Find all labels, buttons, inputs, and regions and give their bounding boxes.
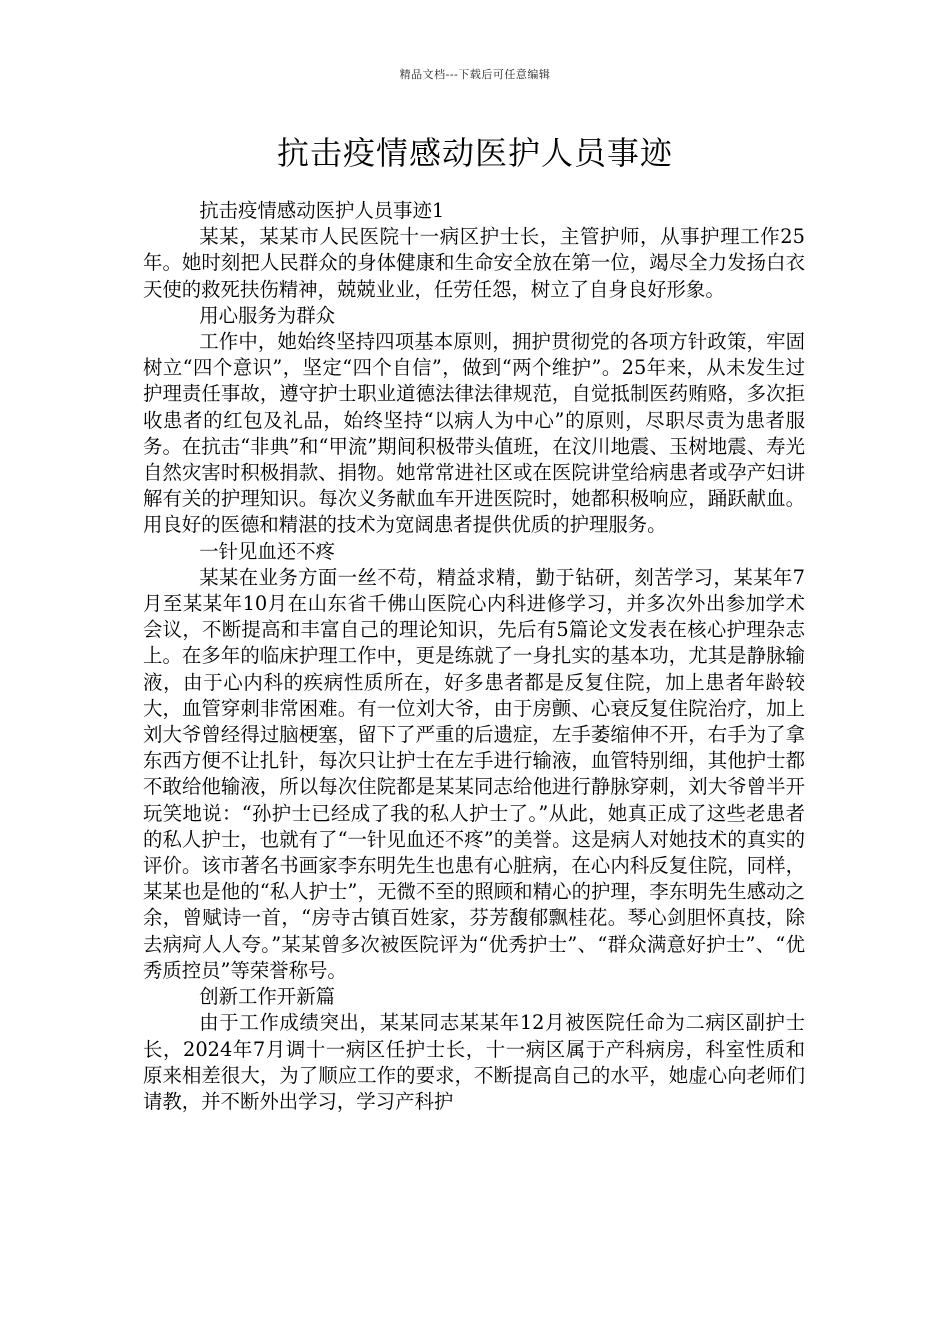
section-heading-skill: 一针见血还不疼 [199, 539, 335, 563]
paragraph-intro: 某某，某某市人民医院十一病区护士长，主管护师，从事护理工作25年。她时刻把人民群众的身体健康和生命安全放在第一位，竭尽全力发扬白衣天使的救死扶伤精神，兢兢业业，任劳任怨，树立了自身良好形象。 [143, 225, 805, 301]
paragraph-skill: 某某在业务方面一丝不苟，精益求精，勤于钻研，刻苦学习，某某年7月至某某年10月在山东省千佛山医院心内科进修学习，并多次外出参加学术会议，不断提高和丰富自己的理论知识，先后有5篇论文发表在核心护理杂志上。在多年的临床护理工作中，更是练就了一身扎实的基本功，尤其是静脉输液，由于心内科的疾病性质所在，好多患者都是反复住院，加上患者年龄较大，血管穿刺非常困难。有一位刘大爷，由于房颤、心衰反复住院治疗，加上刘大爷曾经得过脑梗塞，留下了严重的后遗症，左手萎缩伸不开，右手为了拿东西方便不让扎针，每次只让护士在左手进行输液，血管特别细，其他护士都不敢给他输液，所以每次住院都是某某同志给他进行静脉穿刺，刘大爷曾半开玩笑地说：“孙护士已经成了我的私人护士了。”从此，她真正成了这些老患者的私人护士，也就有了“一针见血还不疼”的美誉。这是病人对她技术的真实的评价。该市著名书画家李东明先生也患有心脏病，在心内科反复住院，同样，某某也是他的“私人护士”，无微不至的照顾和精心的护理，李东明先生感动之余，曾赋诗一首，“房寺古镇百姓家，芬芳馥郁飘桂花。琴心剑胆怀真技，除去病疴人人夸。”某某曾多次被医院评为“优秀护士”、“群众满意好护士”、“优秀质控员”等荣誉称号。 [143, 565, 805, 982]
section-heading-innovation: 创新工作开新篇 [199, 985, 335, 1009]
section-heading-service: 用心服务为群众 [199, 303, 335, 327]
document-body [143, 198, 805, 1115]
paragraph-innovation: 由于工作成绩突出，某某同志某某年12月被医院任命为二病区副护士长，2024年7月调十一病区任护士长，十一病区属于产科病房，科室性质和原来相差很大，为了顺应工作的要求，不断提高自己的水平，她虚心向老师们请教，并不断外出学习，学习产科护 [143, 1011, 805, 1113]
paragraph-service: 工作中，她始终坚持四项基本原则，拥护贯彻党的各项方针政策，牢固树立“四个意识”，坚定“四个自信”，做到“两个维护”。25年来，从未发生过护理责任事故，遵守护士职业道德法律法律规范，自觉抵制医药贿赂，多次拒收患者的红包及礼品，始终坚持“以病人为中心”的原则，尽职尽责为患者服务。在抗击“非典”和“甲流”期间积极带头值班，在汶川地震、玉树地震、寿光自然灾害时积极捐款、捐物。她常常进社区或在医院讲堂给病患者或孕产妇讲解有关的护理知识。每次义务献血车开进医院时，她都积极响应，踊跃献血。用良好的医德和精湛的技术为宽阔患者提供优质的护理服务。 [143, 330, 805, 537]
paragraph-subtitle: 抗击疫情感动医护人员事迹1 [199, 199, 445, 222]
header-note: 精品文档---下载后可任意编辑 [399, 68, 551, 81]
document-title: 抗击疫情感动医护人员事迹 [276, 134, 673, 172]
